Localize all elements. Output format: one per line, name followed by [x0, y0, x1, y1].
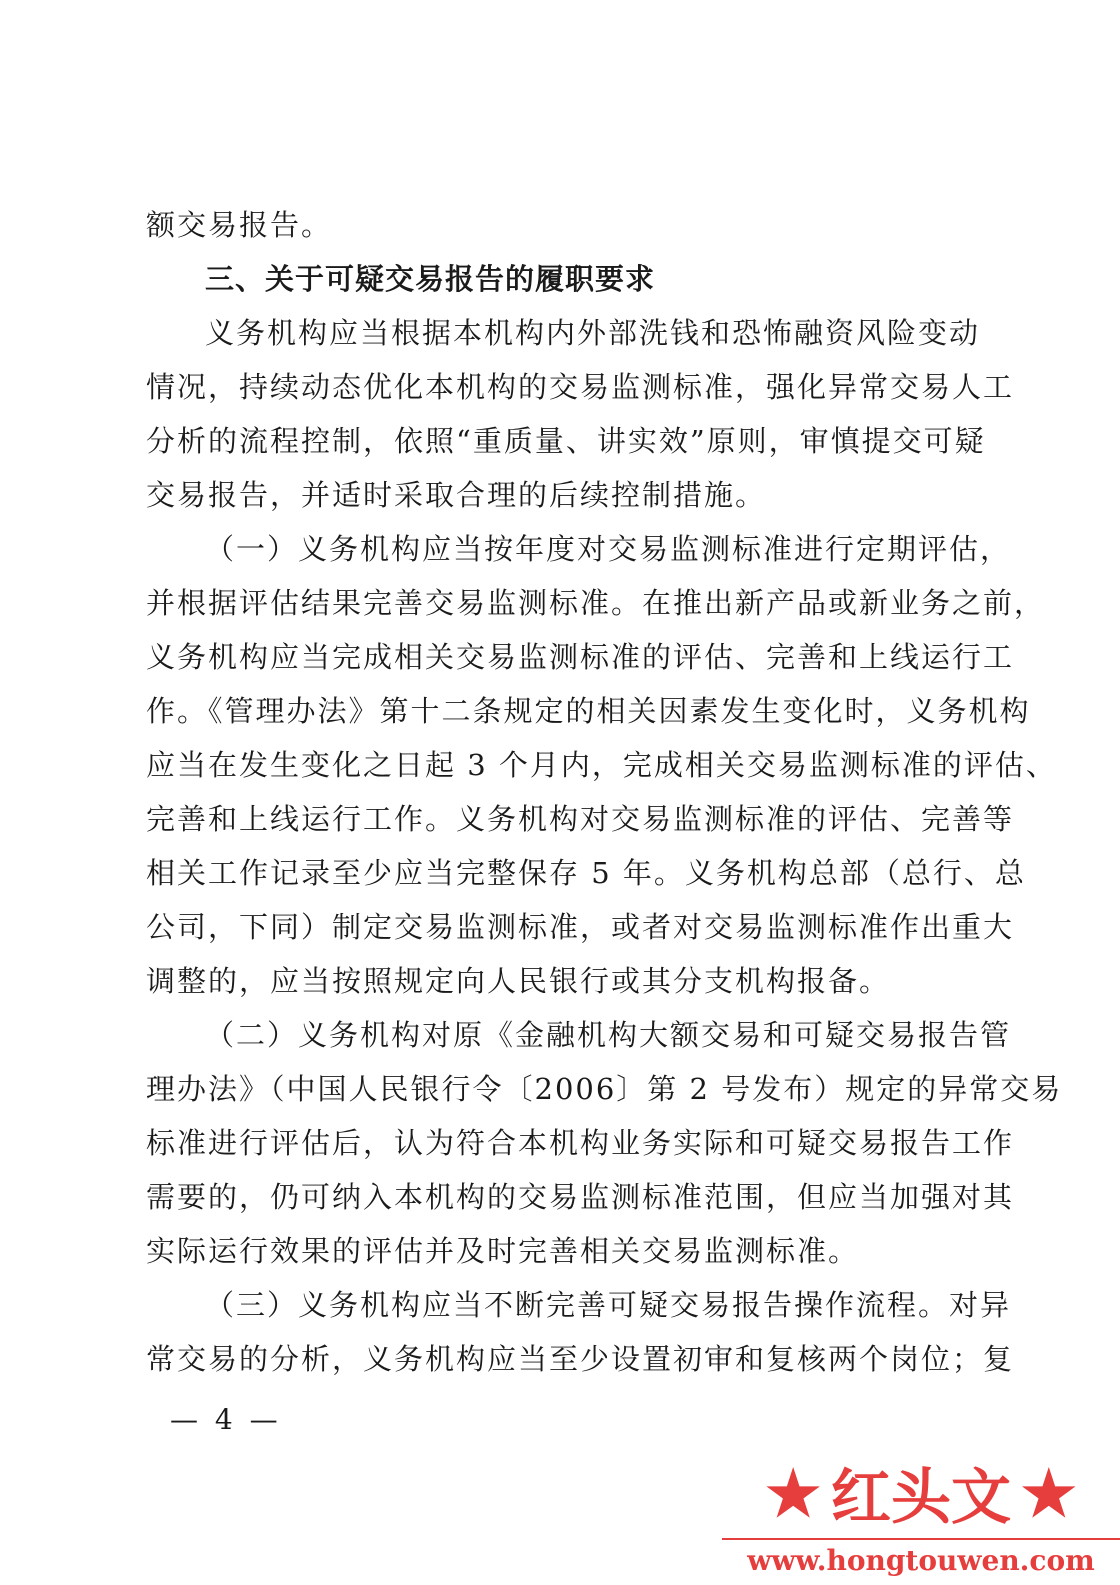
watermark — [722, 1448, 1120, 1585]
text-line: 应当在发生变化之日起 3 个月内，完成相关交易监测标准的评估、 — [146, 748, 1057, 782]
page-number: — 4 — — [170, 1403, 282, 1436]
star-icon: ★ — [1021, 1456, 1077, 1530]
watermark-title: 红头文 — [831, 1463, 1011, 1533]
watermark-divider — [722, 1538, 1120, 1540]
text-line: 分析的流程控制，依照“重质量、讲实效”原则，审慎提交可疑 — [146, 424, 986, 458]
watermark-title-row — [722, 1448, 1120, 1538]
text-line: 理办法》（中国人民银行令〔2006〕第 2 号发布）规定的异常交易 — [146, 1072, 1063, 1106]
text-line: 公司，下同）制定交易监测标准，或者对交易监测标准作出重大 — [146, 910, 1015, 944]
star-icon: ★ — [765, 1456, 821, 1530]
text-line: 标准进行评估后，认为符合本机构业务实际和可疑交易报告工作 — [146, 1126, 1015, 1160]
text-line: 额交易报告。 — [146, 208, 333, 242]
text-line: 相关工作记录至少应当完整保存 5 年。义务机构总部（总行、总 — [146, 856, 1026, 890]
text-line: 义务机构应当根据本机构内外部洗钱和恐怖融资风险变动 — [205, 316, 981, 350]
section-heading: 三、关于可疑交易报告的履职要求 — [205, 262, 656, 296]
text-line: 调整的，应当按照规定向人民银行或其分支机构报备。 — [146, 964, 891, 998]
text-line: 交易报告，并适时采取合理的后续控制措施。 — [146, 478, 767, 512]
text-line: （三）义务机构应当不断完善可疑交易报告操作流程。对异 — [205, 1288, 1012, 1322]
text-line: （二）义务机构对原《金融机构大额交易和可疑交易报告管 — [205, 1018, 1012, 1052]
text-line: 实际运行效果的评估并及时完善相关交易监测标准。 — [146, 1234, 860, 1268]
text-line: 常交易的分析，义务机构应当至少设置初审和复核两个岗位；复 — [146, 1342, 1015, 1376]
text-line: （一）义务机构应当按年度对交易监测标准进行定期评估， — [205, 532, 1012, 566]
text-line: 完善和上线运行工作。义务机构对交易监测标准的评估、完善等 — [146, 802, 1015, 836]
text-line: 并根据评估结果完善交易监测标准。在推出新产品或新业务之前， — [146, 586, 1046, 620]
watermark-url: www.hongtouwen.com — [747, 1544, 1095, 1577]
text-line: 需要的，仍可纳入本机构的交易监测标准范围，但应当加强对其 — [146, 1180, 1015, 1214]
text-line: 作。《管理办法》第十二条规定的相关因素发生变化时，义务机构 — [146, 694, 1031, 728]
text-line: 义务机构应当完成相关交易监测标准的评估、完善和上线运行工 — [146, 640, 1015, 674]
text-line: 情况，持续动态优化本机构的交易监测标准，强化异常交易人工 — [146, 370, 1015, 404]
